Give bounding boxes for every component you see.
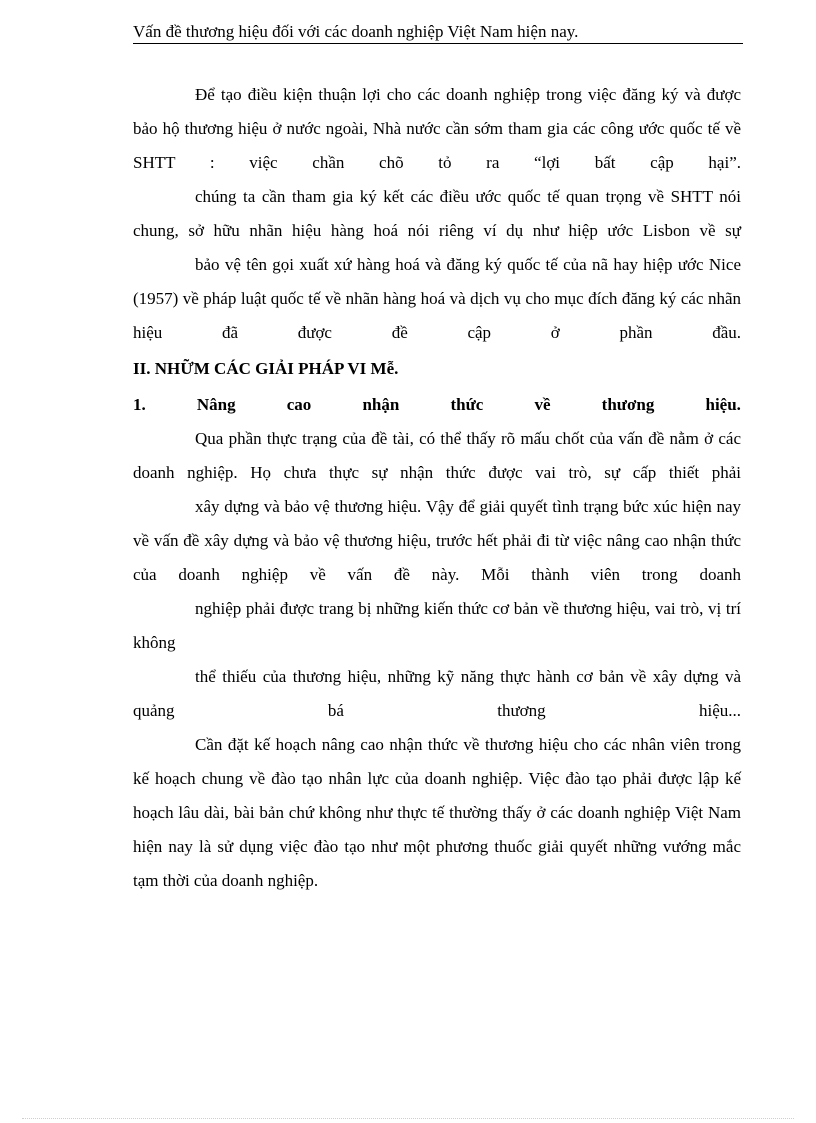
paragraph-7: thể thiếu của thương hiệu, những kỹ năng thực hành cơ bản về xây dựng và quảng bá thương hiệu...	[133, 667, 741, 720]
subsection-word: thương	[601, 395, 655, 414]
paragraph-8: Cần đặt kế hoạch nâng cao nhận thức về thương hiệu cho các nhân viên trong kế hoạch chung về đào tạo nhân lực của doanh nghiệp. Việc đào tạo phải được lập kế hoạch lâu dài, bài bản chứ không như thực tế thường thấy ở các doanh nghiệp Việt Nam hiện nay là sử dụng việc đào tạo như một phương thuốc giải quyết những vướng mắc tạm thời của doanh nghiệp.	[133, 735, 741, 890]
subsection-word: Nâng	[196, 395, 236, 414]
subsection-heading	[133, 388, 741, 422]
subsection-word: về	[534, 395, 551, 414]
subsection-word: thức	[450, 395, 484, 414]
subsection-word: nhận	[362, 395, 400, 414]
subsection-word: hiệu.	[705, 395, 741, 414]
subsection-number: 1.	[133, 395, 146, 414]
running-header: Vấn đề thương hiệu đối với các doanh nghiệp Việt Nam hiện nay.	[133, 22, 743, 44]
paragraph-2: chúng ta cần tham gia ký kết các điều ước quốc tế quan trọng về SHTT nói chung, sở hữu nhãn hiệu hàng hoá nói riêng ví dụ như hiệp ước Lisbon về sự	[133, 187, 741, 240]
paragraph-4: Qua phần thực trạng của đề tài, có thể thấy rõ mấu chốt của vấn đề nằm ở các doanh nghiệp. Họ chưa thực sự nhận thức được vai trò, sự cấp thiết phải	[133, 429, 741, 482]
page-bottom-border	[22, 1118, 794, 1119]
paragraph-1: Để tạo điều kiện thuận lợi cho các doanh nghiệp trong việc đăng ký và được bảo hộ thương hiệu ở nước ngoài, Nhà nước cần sớm tham gia các công ước quốc tế về SHTT : việc chần chõ tỏ ra “lợi bất cập hại”.	[133, 85, 741, 172]
paragraph-5: xây dựng và bảo vệ thương hiệu. Vậy để giải quyết tình trạng bức xúc hiện nay về vấn đề xây dựng và bảo vệ thương hiệu, trước hết phải đi từ việc nâng cao nhận thức của doanh nghiệp về vấn đề này. Mỗi thành viên trong doanh	[133, 497, 741, 584]
paragraph-6: nghiệp phải được trang bị những kiến thức cơ bản về thương hiệu, vai trò, vị trí không	[133, 599, 741, 652]
subsection-word: cao	[286, 395, 312, 414]
paragraph-3: bảo vệ tên gọi xuất xứ hàng hoá và đăng ký quốc tế của nã hay hiệp ước Nice (1957) về pháp luật quốc tế về nhãn hàng hoá và dịch vụ cho mục đích đăng ký các nhãn hiệu đã được đề cập ở phần đầu.	[133, 255, 741, 342]
section-heading: II. NHỮM CÁC GIẢI PHÁP VI Mễ.	[133, 359, 399, 378]
document-body	[133, 78, 741, 898]
